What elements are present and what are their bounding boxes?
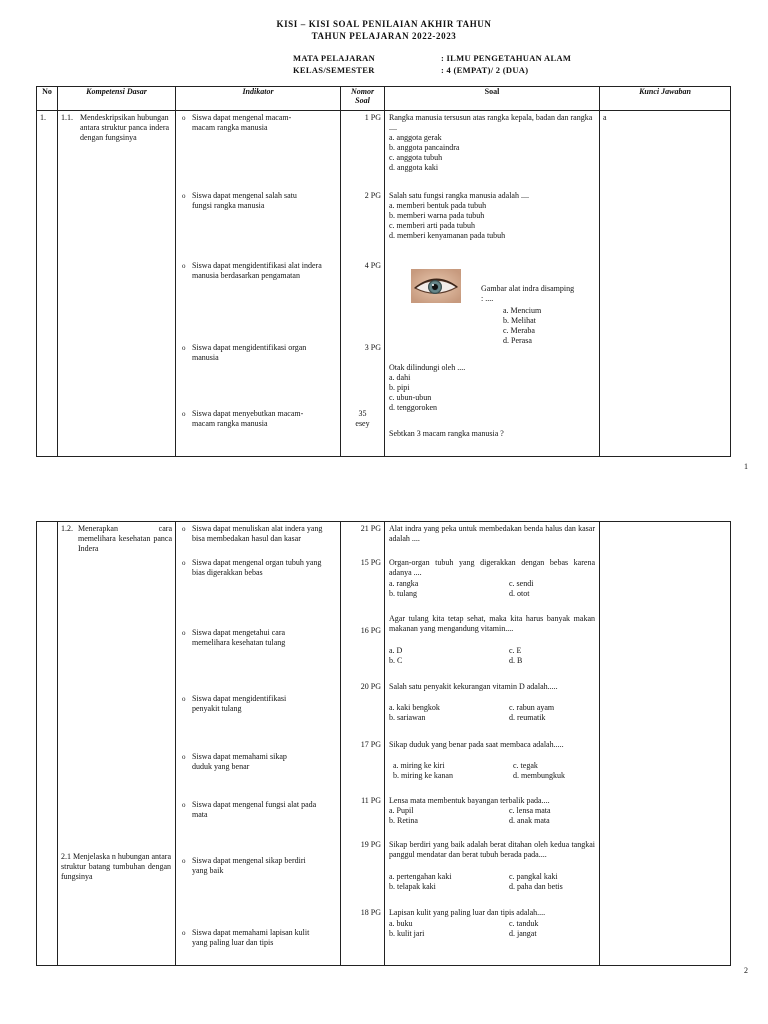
soal-17: Sikap duduk yang benar pada saat membaca adalah..... [389,740,564,749]
doc-title: KISI – KISI SOAL PENILAIAN AKHIR TAHUN [276,19,492,29]
soal-16: Agar tulang kita tetap sehat, maka kita harus banyak makan makanan yang mengandung vitamin.... [389,614,595,633]
kunci-1: a [603,113,607,122]
nomor-p2-5: 17 PG [360,740,381,749]
soal-17-opts-2: b. miring ke kanan d. membungkuk [393,771,565,780]
col-header-kunci: Kunci Jawaban [600,87,731,111]
soal-19-opts-1: a. pertengahan kaki c. pangkal kaki [389,872,558,881]
soal-3-opt-c: c. ubun-ubun [389,393,432,402]
kd-number: 1.1. [61,113,73,122]
table-header-row [37,87,731,111]
col-header-nomor: Nomor Soal [341,87,385,111]
soal-4-opt-c: c. Meraba [503,326,535,335]
soal-1: Rangka manusia tersusun atas rangka kepala, badan dan rangka .... [389,113,593,132]
soal-19: Sikap berdiri yang baik adalah berat ditahan oleh kedua tangkai panggul mendatar dan berat tubuh berada pada.... [389,840,595,859]
indikator-4: o Siswa dapat mengidentifikasi organ manusia [182,343,332,363]
nomor-p2-8: 18 PG [360,908,381,917]
soal-4-opt-b: b. Melihat [503,316,536,325]
soal-21: Alat indra yang peka untuk membedakan benda halus dan kasar adalah .... [389,524,595,543]
indikator-2: o Siswa dapat mengenal salah satu fungsi rangka manusia [182,191,317,211]
nomor-p2-7: 19 PG [360,840,381,849]
indikator-5: o Siswa dapat menyebutkan macam-macam rangka manusia [182,409,322,429]
soal-4: Gambar alat indra disamping [481,284,575,293]
soal-15-opts-2: b. tulang d. otot [389,589,530,598]
nomor-p2-6: 11 PG [361,796,381,805]
kelas-label: KELAS/SEMESTER [293,65,375,75]
soal-15-opts-1: a. rangka c. sendi [389,579,534,588]
nomor-5b: esey [355,419,370,428]
soal-16-opts-2: b. C d. B [389,656,523,665]
soal-1-opt-b: b. anggota pancaindra [389,143,460,152]
indikator-p2-5: o Siswa dapat memahami sikap duduk yang benar [182,752,307,772]
indikator-p2-7: o Siswa dapat mengenal sikap berdiri yang baik [182,856,312,876]
nomor-2: 2 PG [364,191,381,200]
soal-3-opt-a: a. dahi [389,373,411,382]
soal-11: Lensa mata membentuk bayangan terbalik pada.... [389,796,550,805]
nomor-p2-3: 16 PG [360,626,381,635]
soal-20-opts-1: a. kaki bengkok c. rabun ayam [389,703,555,712]
nomor-5a: 35 [358,409,367,418]
kd-1-2-number: 1.2. [61,524,73,533]
soal-1-opt-c: c. anggota tubuh [389,153,443,162]
nomor-4: 3 PG [364,343,381,352]
mapel-label: MATA PELAJARAN [293,53,376,63]
eye-image [411,269,461,303]
nomor-3: 4 PG [364,261,381,270]
col-header-kd: Kompetensi Dasar [58,87,176,111]
kisi-table-page-1 [36,86,731,457]
nomor-p2-1: 21 PG [360,524,381,533]
soal-18: Lapisan kulit yang paling luar dan tipis adalah.... [389,908,546,917]
soal-4-opt-d: d. Perasa [503,336,532,345]
page-number-1: 1 [744,462,748,471]
indikator-p2-8: o Siswa dapat memahami lapisan kulit yang paling luar dan tipis [182,928,312,948]
nomor-p2-4: 20 PG [360,682,381,691]
indikator-p2-4: o Siswa dapat mengidentifikasi penyakit tulang [182,694,307,714]
kd-2-1-text: 2.1 Menjelaska n hubungan antara struktur batang tumbuhan dengan fungsinya [61,852,171,881]
soal-15: Organ-organ tubuh yang digerakkan dengan bebas karena adanya .... [389,558,595,577]
table-row [37,522,731,966]
kd-1-2-text: Menerapkan cara memelihara kesehatan panca Indera [78,524,172,553]
soal-2-opt-a: a. memberi bentuk pada tubuh [389,201,487,210]
col-header-soal: Soal [385,87,600,111]
soal-3: Otak dilindungi oleh .... [389,363,466,372]
soal-11-opts-2: b. Retina d. anak mata [389,816,550,825]
kisi-table-page-2 [36,521,731,966]
soal-35: Sebtkan 3 macam rangka manusia ? [389,429,504,438]
row-no: 1. [40,113,46,122]
soal-1-opt-d: d. anggota kaki [389,163,439,172]
indikator-3: o Siswa dapat mengidentifikasi alat indera manusia berdasarkan pengamatan [182,261,322,281]
soal-3-opt-d: d. tenggoroken [389,403,437,412]
soal-1-opt-a: a. anggota gerak [389,133,442,142]
soal-20: Salah satu penyakit kekurangan vitamin D adalah..... [389,682,558,691]
col-header-indikator: Indikator [176,87,341,111]
mapel-value: : ILMU PENGETAHUAN ALAM [441,53,572,63]
kd-text: Mendeskripsikan hubungan antara struktur panca indera dengan fungsinya [80,113,170,142]
nomor-p2-2: 15 PG [360,558,381,567]
indikator-p2-2: o Siswa dapat mengenal organ tubuh yang bias digerakkan bebas [182,558,332,578]
soal-2-opt-c: c. memberi arti pada tubuh [389,221,475,230]
soal-4-opt-a: a. Mencium [503,306,542,315]
soal-2-opt-d: d. memberi kenyamanan pada tubuh [389,231,506,240]
indikator-p2-1: o Siswa dapat menuliskan alat indera yang bisa membedakan hasul dan kasar [182,524,332,544]
soal-16-opts-1: a. D c. E [389,646,522,655]
col-header-no: No [37,87,58,111]
indikator-p2-3: o Siswa dapat mengetahui cara memelihara kesehatan tulang [182,628,312,648]
soal-19-opts-2: b. telapak kaki d. paha dan betis [389,882,563,891]
indikator-1: o Siswa dapat mengenal macam-macam rangka manusia [182,113,312,133]
soal-4-cont: : .... [481,294,494,303]
soal-11-opts-1: a. Pupil c. lensa mata [389,806,551,815]
soal-3-opt-b: b. pipi [389,383,410,392]
page-number-2: 2 [744,966,748,975]
soal-20-opts-2: b. sariawan d. reumatik [389,713,546,722]
table-row [37,111,731,457]
kelas-value: : 4 (EMPAT)/ 2 (DUA) [441,65,529,75]
soal-2: Salah satu fungsi rangka manusia adalah .... [389,191,529,200]
nomor-1: 1 PG [364,113,381,122]
soal-17-opts-1: a. miring ke kiri c. tegak [393,761,538,770]
doc-subtitle: TAHUN PELAJARAN 2022-2023 [311,31,457,41]
indikator-p2-6: o Siswa dapat mengenal fungsi alat pada mata [182,800,322,820]
soal-2-opt-b: b. memberi warna pada tubuh [389,211,485,220]
soal-18-opts-1: a. buku c. tanduk [389,919,539,928]
soal-18-opts-2: b. kulit jari d. jangat [389,929,537,938]
